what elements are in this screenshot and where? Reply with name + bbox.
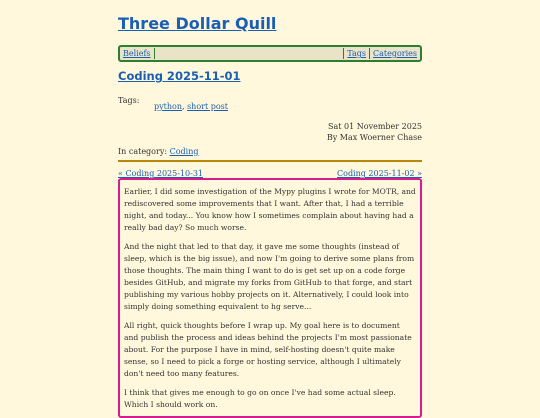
nav-link-categories[interactable]: Categories <box>373 49 417 58</box>
content-paragraph: And the night that led to that day, it gave me some thoughts (instead of sleep, which is the big issue), and now I'm going to derive some plans from those thoughts. The main thing I want to do is get set up on a code forge besides GitHub, and migrate my forks from GitHub to that forge, and start publishing my various hobby projects on it. Alternatively, I could look into simply doing something equivalent to hg serve... <box>124 242 415 311</box>
nav-spacer <box>155 48 344 59</box>
nav-link-tags[interactable]: Tags <box>347 49 366 58</box>
category-label: In category: <box>118 147 168 156</box>
post-author: By Max Woerner Chase <box>326 133 422 142</box>
tag-link-python[interactable]: python <box>154 102 182 111</box>
category-link-coding[interactable]: Coding <box>169 147 199 156</box>
post-date: Sat 01 November 2025 <box>328 122 422 131</box>
content-paragraph: All right, quick thoughts before I wrap up. My goal here is to document and publish the process and ideas behind the projects I'm most passionate about. For the purpose I have in mind, self-hosting doesn't quite make sense, so I need to pick a forge or hosting service, although I ultimately don't need too many features. <box>124 321 412 378</box>
site-title-link[interactable]: Three Dollar Quill <box>118 14 277 33</box>
content-paragraph: I think that gives me enough to go on once I've had some actual sleep. Which I should work on. <box>124 388 396 409</box>
tag-separator: , <box>181 102 188 111</box>
nav-link-beliefs[interactable]: Beliefs <box>123 49 151 58</box>
tags-list <box>154 101 228 112</box>
tags-label: Tags: <box>118 96 140 105</box>
post-title-link[interactable]: Coding 2025-11-01 <box>118 69 241 83</box>
prev-post-link[interactable]: « Coding 2025-10-31 <box>118 169 203 178</box>
tag-link-short-post[interactable]: short post <box>187 102 228 111</box>
content-paragraph: Earlier, I did some investigation of the Mypy plugins I wrote for MOTR, and rediscovered some improvements that I want. After that, I had a terrible night, and today... You know how I sometimes complain about having had a really bad day? So much worse. <box>124 187 416 232</box>
post-content <box>118 178 422 418</box>
post-meta <box>327 121 422 143</box>
divider-rule <box>118 160 422 162</box>
post-category <box>118 146 198 157</box>
next-post-link[interactable]: Coding 2025-11-02 » <box>337 169 422 178</box>
nav-bar <box>118 45 422 62</box>
